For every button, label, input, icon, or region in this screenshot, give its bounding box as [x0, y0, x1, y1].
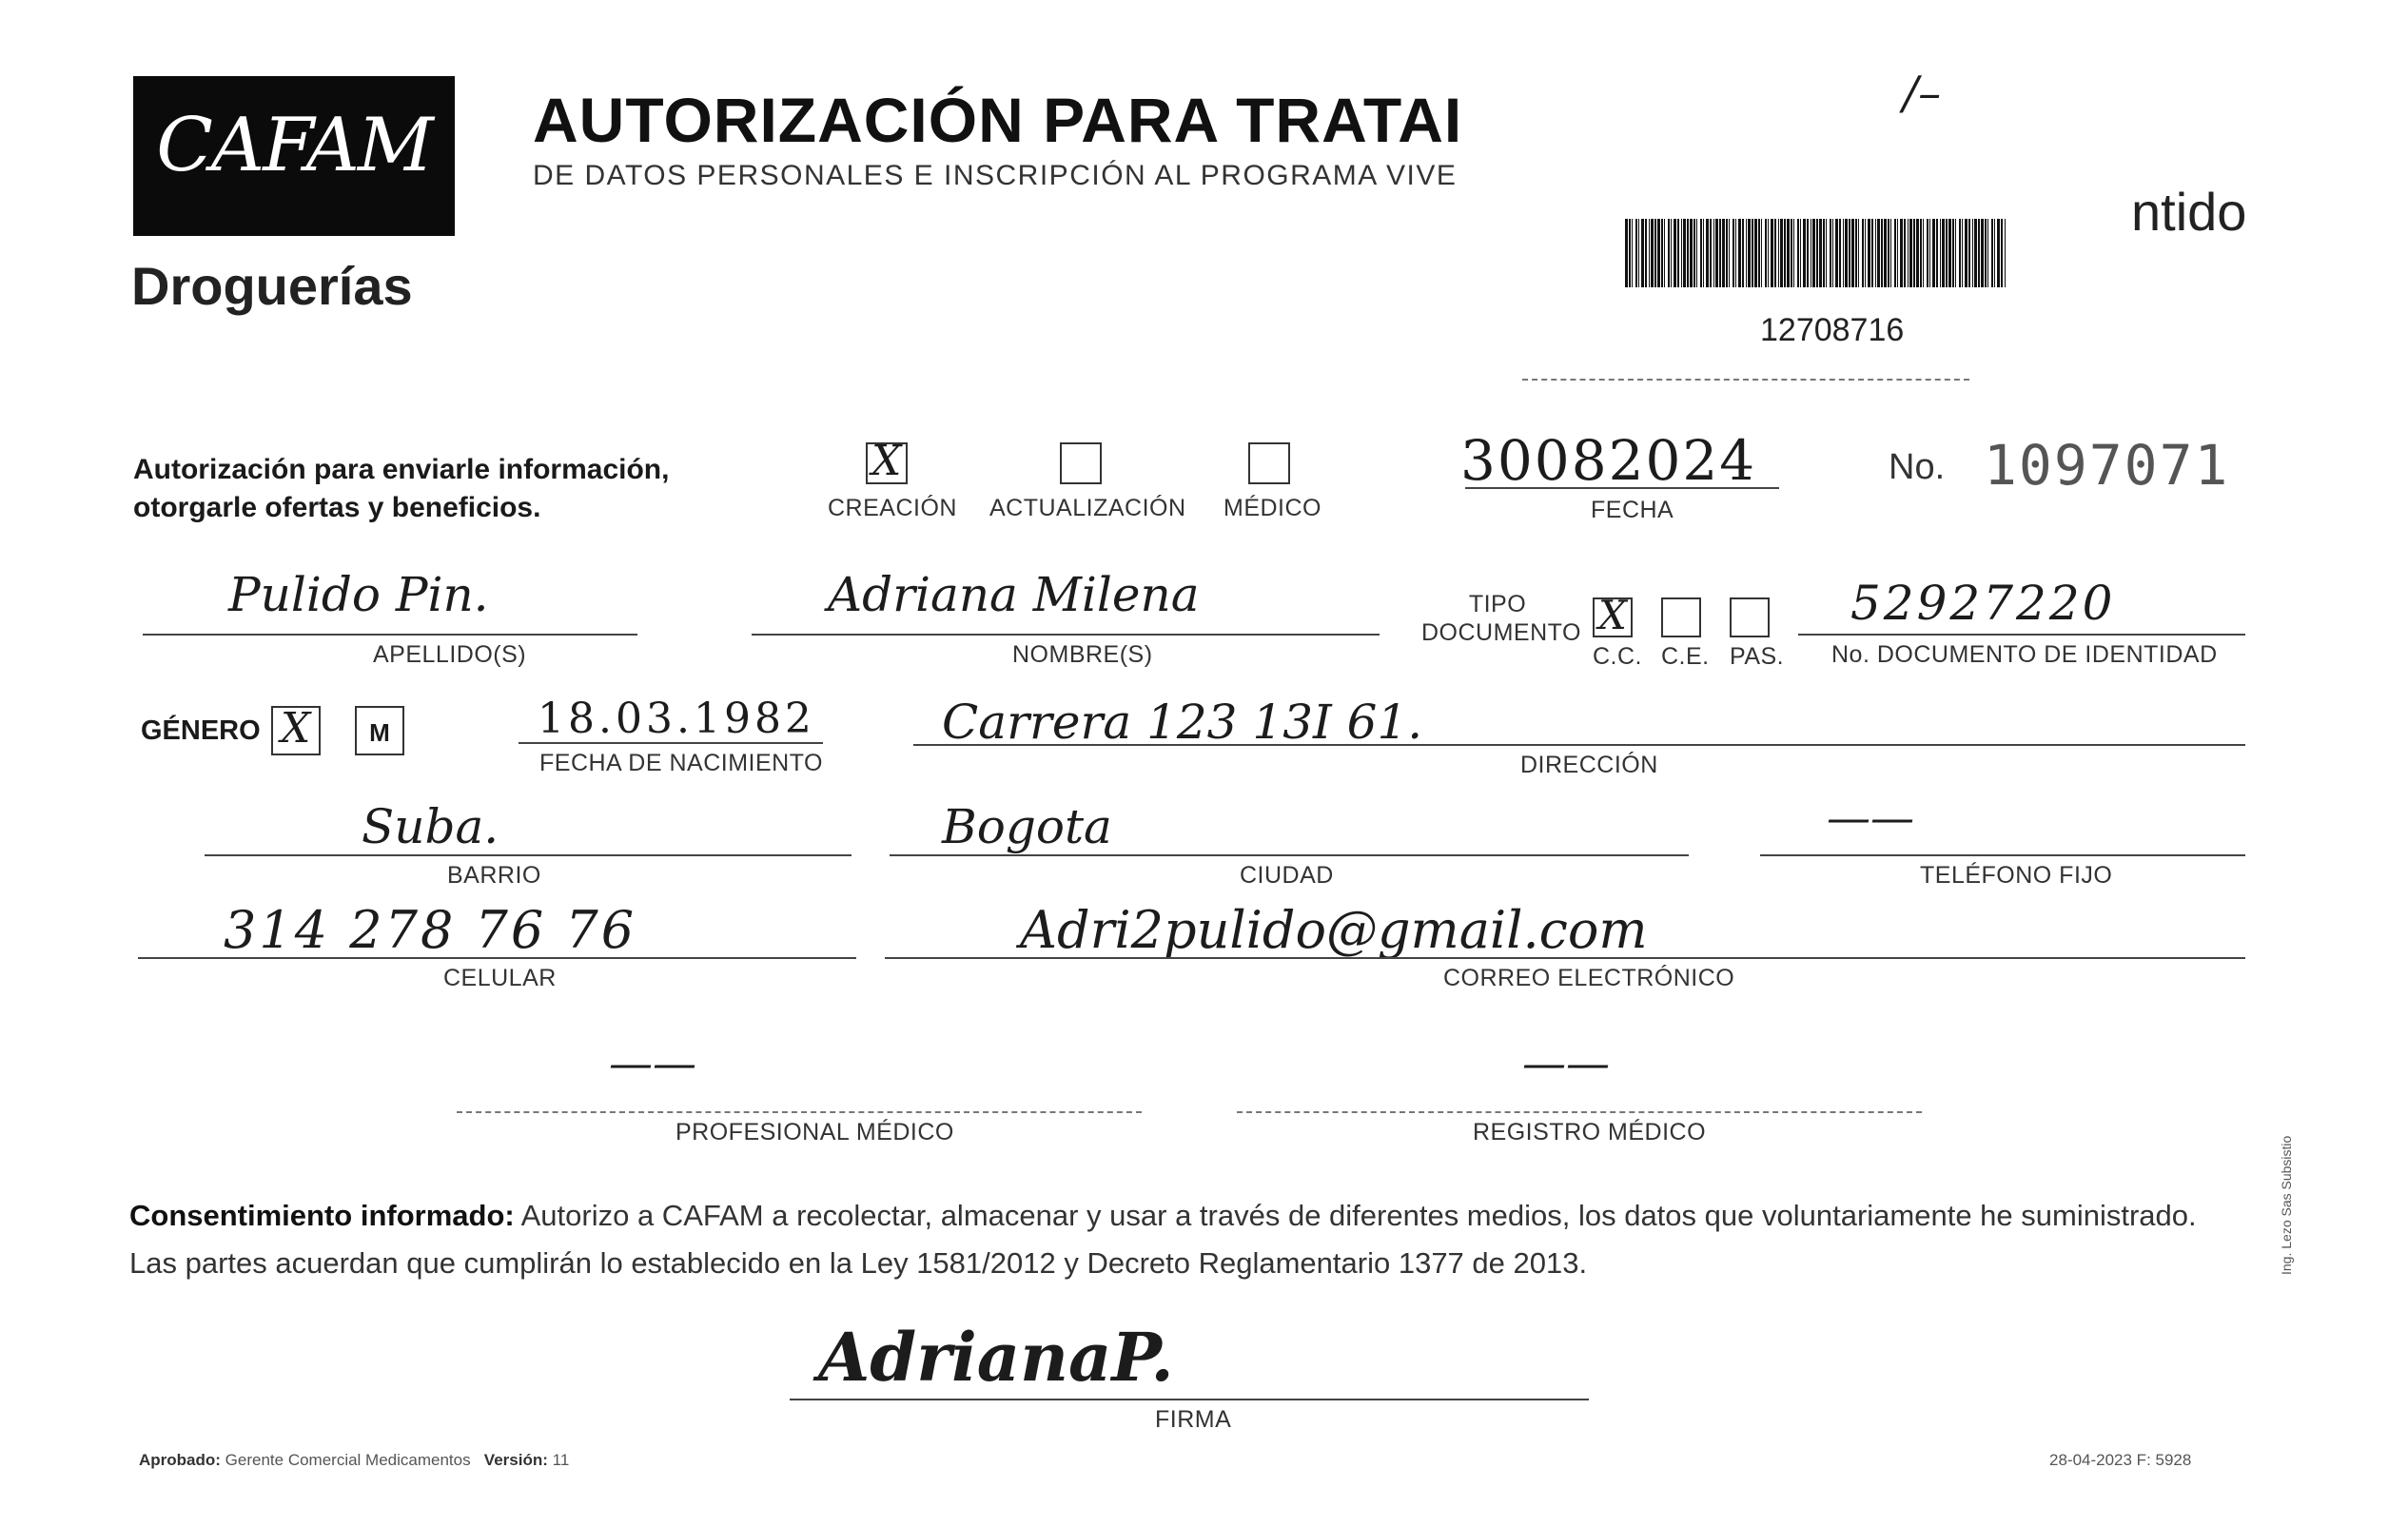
barcode-bar — [1778, 219, 1779, 287]
barcode-bar — [1687, 219, 1689, 287]
barcode-bar — [1997, 219, 2000, 287]
registro-label: REGISTRO MÉDICO — [1473, 1119, 1707, 1145]
barcode-bar — [1761, 219, 1762, 287]
barcode-bar — [1942, 219, 1945, 287]
barcode-bar — [1826, 219, 1827, 287]
barcode-bar — [1819, 219, 1822, 287]
nombre-line — [752, 634, 1380, 636]
celular-line — [138, 957, 856, 959]
barcode-bar — [1920, 219, 1922, 287]
barcode-bar — [1923, 219, 1924, 287]
barcode-bar — [1674, 219, 1676, 287]
option-label-creacion: CREACIÓN — [828, 495, 957, 521]
correo-value[interactable]: Adri2pulido@gmail.com — [1020, 900, 1648, 960]
firma-label: FIRMA — [1155, 1406, 1232, 1433]
barcode-bar — [1735, 219, 1736, 287]
consent-bold-label: Consentimiento informado: — [129, 1199, 515, 1232]
consent-text-line1: Autorizo a CAFAM a recolectar, almacenar y usar a través de diferentes medios, los datos que voluntariamente he suministrado. — [514, 1199, 2197, 1232]
authorization-text-line: otorgarle ofertas y beneficios. — [133, 492, 541, 523]
barcode-bar — [1748, 219, 1751, 287]
direccion-label: DIRECCIÓN — [1520, 752, 1658, 778]
correo-label: CORREO ELECTRÓNICO — [1443, 965, 1735, 991]
barcode-bar — [1690, 219, 1693, 287]
barcode-bar — [1946, 219, 1948, 287]
option-label-actualizacion: ACTUALIZACIÓN — [989, 495, 1186, 521]
logo-text: CAFAM — [156, 103, 432, 188]
barcode-bar — [1641, 219, 1644, 287]
checkbox-actualizacion[interactable] — [1060, 442, 1102, 484]
barcode-number: 12708716 — [1760, 312, 1905, 348]
barcode-bar — [1793, 219, 1794, 287]
fecha-nacimiento-label: FECHA DE NACIMIENTO — [539, 750, 823, 776]
barcode-bar — [1710, 219, 1712, 287]
apellido-value[interactable]: Pulido Pin. — [228, 567, 489, 622]
profesional-label: PROFESIONAL MÉDICO — [675, 1119, 954, 1145]
tipo-ce-label: C.E. — [1661, 643, 1710, 670]
telefono-line — [1760, 854, 2245, 856]
ciudad-value[interactable]: Bogota — [942, 799, 1112, 854]
barcode-bar — [1985, 219, 1987, 287]
barcode-bar — [1948, 219, 1951, 287]
barcode-bar — [1754, 219, 1757, 287]
form-title: AUTORIZACIÓN PARA TRATAI — [533, 85, 1463, 155]
barcode-bar — [1635, 219, 1637, 287]
barcode-bar — [1784, 219, 1786, 287]
version-value: 11 — [552, 1451, 570, 1469]
barcode-bar — [1987, 219, 1988, 287]
barcode-bar — [1722, 219, 1725, 287]
check-mark: X — [1598, 592, 1627, 638]
barcode-bar — [1862, 219, 1864, 287]
cafam-logo — [133, 76, 455, 236]
barcode-bar — [1791, 219, 1792, 287]
barcode-bar — [1671, 219, 1672, 287]
fecha-value[interactable]: 30082024 — [1460, 428, 1757, 493]
barcode-bar — [1645, 219, 1647, 287]
barcode-bar — [1968, 219, 1970, 287]
authorization-text-line: Autorización para enviarle información, — [133, 454, 670, 485]
apellido-line — [143, 634, 637, 636]
barcode-bar — [1832, 219, 1833, 287]
barcode-bar — [1629, 219, 1631, 287]
correo-line — [885, 957, 2245, 959]
nombre-value[interactable]: Adriana Milena — [828, 567, 1200, 622]
barcode-bar — [1904, 219, 1906, 287]
registro-line — [1237, 1111, 1922, 1113]
footer-date-code: 28-04-2023 F: 5928 — [2049, 1451, 2192, 1469]
barcode-bar — [1890, 219, 1891, 287]
signature-line — [790, 1399, 1589, 1400]
barcode-bar — [1962, 219, 1963, 287]
barcode-bar — [1823, 219, 1825, 287]
check-mark: X — [871, 437, 902, 485]
barcode-bar — [1742, 219, 1744, 287]
genero-m-label: M — [369, 718, 390, 747]
barcode-bar — [1625, 219, 1628, 287]
barcode-bar — [1858, 219, 1859, 287]
barrio-line — [205, 854, 852, 856]
barcode-bar — [1768, 219, 1769, 287]
barcode-bar — [1851, 219, 1854, 287]
barcode-bar — [1929, 219, 1930, 287]
overlay-text: ntido — [2131, 182, 2247, 242]
barcode-bar — [1855, 219, 1857, 287]
barcode-bar — [1649, 219, 1650, 287]
consent-text-line2: Las partes acuerdan que cumplirán lo establecido en la Ley 1581/2012 y Decreto Reglamentario 1377 de 2013. — [129, 1246, 1588, 1280]
barcode-bar — [1877, 219, 1880, 287]
barcode-bar — [1812, 219, 1815, 287]
apellido-label: APELLIDO(S) — [373, 641, 527, 668]
barcode-bar — [1800, 219, 1801, 287]
aprobado-label: Aprobado: — [139, 1451, 221, 1469]
direccion-value[interactable]: Carrera 123 13I 61. — [942, 695, 1423, 750]
barcode-bar — [1738, 219, 1741, 287]
barcode-bar — [1994, 219, 1995, 287]
version-label: Versión: — [483, 1451, 548, 1469]
checkbox-genero-m[interactable] — [355, 706, 404, 755]
barcode-bar — [1888, 219, 1889, 287]
barcode-bar — [1693, 219, 1695, 287]
celular-label: CELULAR — [443, 965, 557, 991]
barcode-bar — [1780, 219, 1783, 287]
barcode-bar — [1955, 219, 1956, 287]
barcode-bar — [1771, 219, 1773, 287]
barcode-bar — [2001, 219, 2003, 287]
checkbox-cc[interactable] — [1593, 592, 1633, 638]
numero-documento-value[interactable]: 52927220 — [1850, 576, 2116, 631]
fecha-label: FECHA — [1591, 497, 1674, 523]
barcode-bar — [1932, 219, 1935, 287]
checkbox-pas[interactable] — [1730, 597, 1770, 637]
barcode-bar — [1726, 219, 1728, 287]
fecha-line — [1465, 487, 1779, 489]
barcode-bar — [1700, 219, 1702, 287]
divider — [1522, 379, 1969, 381]
barcode-bar — [1668, 219, 1670, 287]
barcode-bar — [1677, 219, 1679, 287]
authorization-text — [133, 451, 742, 527]
barcode-bar — [1978, 219, 1980, 287]
barcode-bar — [1909, 219, 1912, 287]
barcode-bar — [1632, 219, 1633, 287]
barcode-bar — [1816, 219, 1818, 287]
barrio-value[interactable]: Suba. — [362, 799, 499, 854]
tipo-documento-label: TIPO DOCUMENTO — [1421, 591, 1581, 646]
aprobado-value: Gerente Comercial Medicamentos — [225, 1451, 471, 1469]
check-mark: X — [281, 704, 311, 753]
numero-documento-line — [1798, 634, 2245, 636]
barcode-bar — [1696, 219, 1697, 287]
option-label-medico: MÉDICO — [1224, 495, 1321, 521]
barcode-bar — [1661, 219, 1663, 287]
barcode-bar — [1787, 219, 1790, 287]
fecha-nacimiento-line — [519, 742, 823, 744]
barcode-bar — [1715, 219, 1718, 287]
nombre-label: NOMBRE(S) — [1012, 641, 1153, 668]
barcode-bar — [1774, 219, 1776, 287]
barcode-bar — [1991, 219, 1993, 287]
form-subtitle: DE DATOS PERSONALES E INSCRIPCIÓN AL PROGRAMA VIVE — [533, 160, 1458, 191]
handwritten-corner-mark: /– — [1903, 67, 1942, 120]
barcode-bar — [1797, 219, 1799, 287]
ciudad-label: CIUDAD — [1240, 862, 1334, 889]
barcode-bar — [1845, 219, 1848, 287]
barcode-bar — [1807, 219, 1809, 287]
barcode-bar — [1871, 219, 1873, 287]
checkbox-genero-f[interactable] — [271, 706, 321, 755]
barcode-bar — [1952, 219, 1954, 287]
barcode-bar — [1758, 219, 1760, 287]
barcode-bar — [1719, 219, 1721, 287]
barcode-bar — [1900, 219, 1903, 287]
barcode-bar — [1835, 219, 1838, 287]
celular-value[interactable]: 314 278 76 76 — [224, 900, 637, 960]
barcode-bar — [1894, 219, 1896, 287]
barcode-bar — [1972, 219, 1973, 287]
no-label: No. — [1889, 447, 1946, 487]
barcode-bar — [1839, 219, 1841, 287]
barcode-bar — [1913, 219, 1915, 287]
tipo-cc-label: C.C. — [1593, 643, 1642, 670]
barcode-bar — [1927, 219, 1928, 287]
barcode-bar — [1981, 219, 1984, 287]
fecha-nacimiento-value[interactable]: 18.03.1982 — [538, 695, 815, 743]
checkbox-ce[interactable] — [1661, 597, 1701, 637]
signature[interactable]: AdrianaP. — [818, 1318, 1174, 1397]
barcode-bar — [1654, 219, 1656, 287]
barcode-bar — [1881, 219, 1883, 287]
barcode-bar — [1868, 219, 1870, 287]
telefono-label: TELÉFONO FIJO — [1920, 862, 2113, 889]
barcode-bar — [1865, 219, 1866, 287]
brand-subtitle: Droguerías — [131, 256, 413, 316]
barcode-bar — [2005, 219, 2006, 287]
footer-approval — [139, 1451, 569, 1470]
barcode-bar — [1965, 219, 1968, 287]
barcode-bar — [1974, 219, 1977, 287]
barcode-bar — [1752, 219, 1753, 287]
profesional-value[interactable]: —— — [609, 1037, 696, 1088]
barcode-bar — [1638, 219, 1639, 287]
direccion-line — [913, 744, 2245, 746]
barcode-bar — [1683, 219, 1686, 287]
ciudad-line — [890, 854, 1689, 856]
barcode-bar — [1940, 219, 1941, 287]
barcode-bar — [1875, 219, 1876, 287]
checkbox-medico[interactable] — [1248, 442, 1290, 484]
barcode-bar — [1830, 219, 1831, 287]
side-printer-text: Ing. Lezo Sas Subsistio — [2279, 1135, 2294, 1275]
barcode-bar — [1936, 219, 1938, 287]
barcode-bar — [1849, 219, 1850, 287]
barcode-bar — [1916, 219, 1919, 287]
form-number: 1097071 — [1984, 433, 2230, 498]
registro-value[interactable]: —— — [1522, 1037, 1610, 1088]
barcode-bar — [1765, 219, 1767, 287]
barrio-label: BARRIO — [447, 862, 541, 889]
barcode-bar — [1959, 219, 1961, 287]
barcode-bar — [1897, 219, 1898, 287]
tipo-pas-label: PAS. — [1730, 643, 1785, 670]
barcode-bar — [1651, 219, 1654, 287]
barcode-bar — [1746, 219, 1747, 287]
barcode-bar — [1681, 219, 1682, 287]
barcode-bar — [1803, 219, 1806, 287]
consent-paragraph — [129, 1192, 2270, 1287]
barcode-bar — [1729, 219, 1730, 287]
barcode-bar — [1843, 219, 1844, 287]
numero-documento-label: No. DOCUMENTO DE IDENTIDAD — [1831, 641, 2218, 668]
barcode-bar — [1884, 219, 1887, 287]
barcode-bar — [1703, 219, 1704, 287]
barcode-bar — [1664, 219, 1665, 287]
barcode — [1625, 219, 2006, 287]
genero-label: GÉNERO — [141, 715, 261, 746]
checkbox-creacion[interactable] — [866, 437, 908, 485]
barcode-bar — [1706, 219, 1709, 287]
telefono-value[interactable]: —— — [1827, 792, 1914, 843]
profesional-line — [457, 1111, 1142, 1113]
barcode-bar — [1908, 219, 1909, 287]
barcode-bar — [1713, 219, 1714, 287]
barcode-bar — [1733, 219, 1734, 287]
barcode-bar — [1657, 219, 1660, 287]
